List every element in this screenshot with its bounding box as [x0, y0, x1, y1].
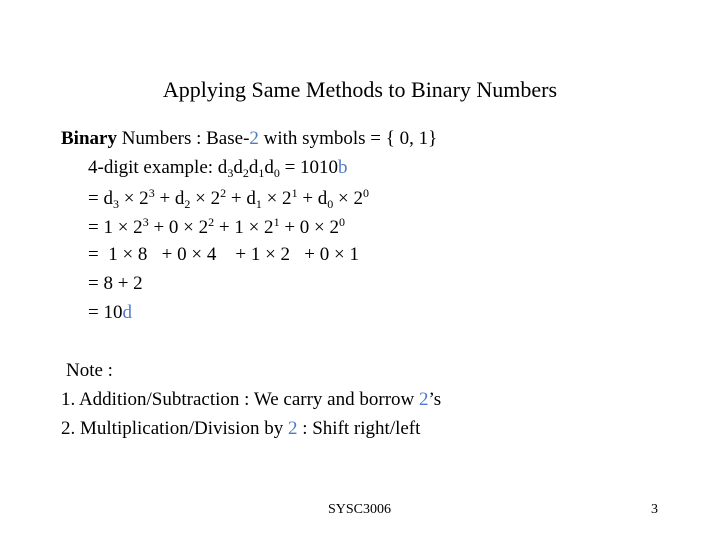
exp-f: × 2	[261, 188, 292, 209]
binary-definition-line	[61, 128, 437, 150]
exp-sub-2: 2	[184, 197, 191, 211]
exp-pow-2: 2	[220, 186, 227, 200]
footer-page-number: 3	[651, 502, 658, 517]
sub-c: + 1 × 2	[214, 217, 274, 238]
exp-sub-0: 0	[327, 197, 334, 211]
exp-pow-3: 3	[148, 186, 155, 200]
sub-d: + 0 × 2	[279, 217, 339, 238]
sub-pow-2: 2	[208, 215, 215, 229]
note-heading: Note :	[66, 360, 113, 381]
exp-c: + d	[154, 188, 185, 209]
exp-e: + d	[226, 188, 256, 209]
exp-pow-0: 0	[363, 186, 369, 200]
exp-h: × 2	[333, 188, 363, 209]
note2-highlight: 2	[287, 418, 298, 439]
exp-g: + d	[297, 188, 328, 209]
note1-highlight: 2	[419, 389, 429, 410]
example-line	[88, 157, 348, 181]
decimal-suffix: d	[122, 302, 132, 323]
exp-sub-3: 3	[112, 197, 119, 211]
result-value: = 10	[88, 302, 123, 323]
sum-line: = 8 + 2	[88, 273, 143, 294]
substitution-line	[88, 215, 345, 239]
sub-0: 0	[273, 166, 280, 180]
note2-tail: : Shift right/left	[297, 418, 421, 439]
exp-a: = d	[88, 188, 113, 209]
binary-suffix: b	[338, 157, 348, 178]
exp-d: × 2	[190, 188, 221, 209]
binary-text-a: Numbers : Base-	[116, 128, 250, 149]
result-line	[88, 302, 132, 324]
base-value: 2	[249, 128, 259, 149]
sub-pow-0: 0	[339, 215, 345, 229]
exp-b: × 2	[118, 188, 149, 209]
note-item-2	[61, 418, 420, 440]
sub-pow-3: 3	[142, 215, 149, 229]
footer-course: SYSC3006	[328, 502, 392, 517]
digit-d0: d	[264, 157, 274, 178]
example-value: = 1010	[279, 157, 339, 178]
digit-d2: d	[233, 157, 243, 178]
exp-sub-1: 1	[255, 197, 262, 211]
note1-text: 1. Addition/Subtraction : We carry and borrow	[61, 389, 419, 410]
exp-pow-1: 1	[291, 186, 298, 200]
note-item-1	[61, 389, 441, 411]
binary-text-b: with symbols = { 0, 1}	[258, 128, 438, 149]
sub-b: + 0 × 2	[148, 217, 209, 238]
note1-tail: ’s	[428, 389, 442, 410]
example-text: 4-digit example: d	[88, 157, 228, 178]
slide-title: Applying Same Methods to Binary Numbers	[162, 77, 558, 102]
digit-d1: d	[248, 157, 259, 178]
sub-1: 1	[258, 166, 265, 180]
note2-text: 2. Multiplication/Division by	[61, 418, 288, 439]
sub-pow-1: 1	[273, 215, 280, 229]
binary-term: Binary	[61, 128, 117, 149]
products-line: = 1 × 8 + 0 × 4 + 1 × 2 + 0 × 1	[88, 244, 359, 265]
sub-3: 3	[227, 166, 234, 180]
sub-2: 2	[242, 166, 249, 180]
expansion-line	[88, 186, 369, 212]
sub-a: = 1 × 2	[88, 217, 143, 238]
